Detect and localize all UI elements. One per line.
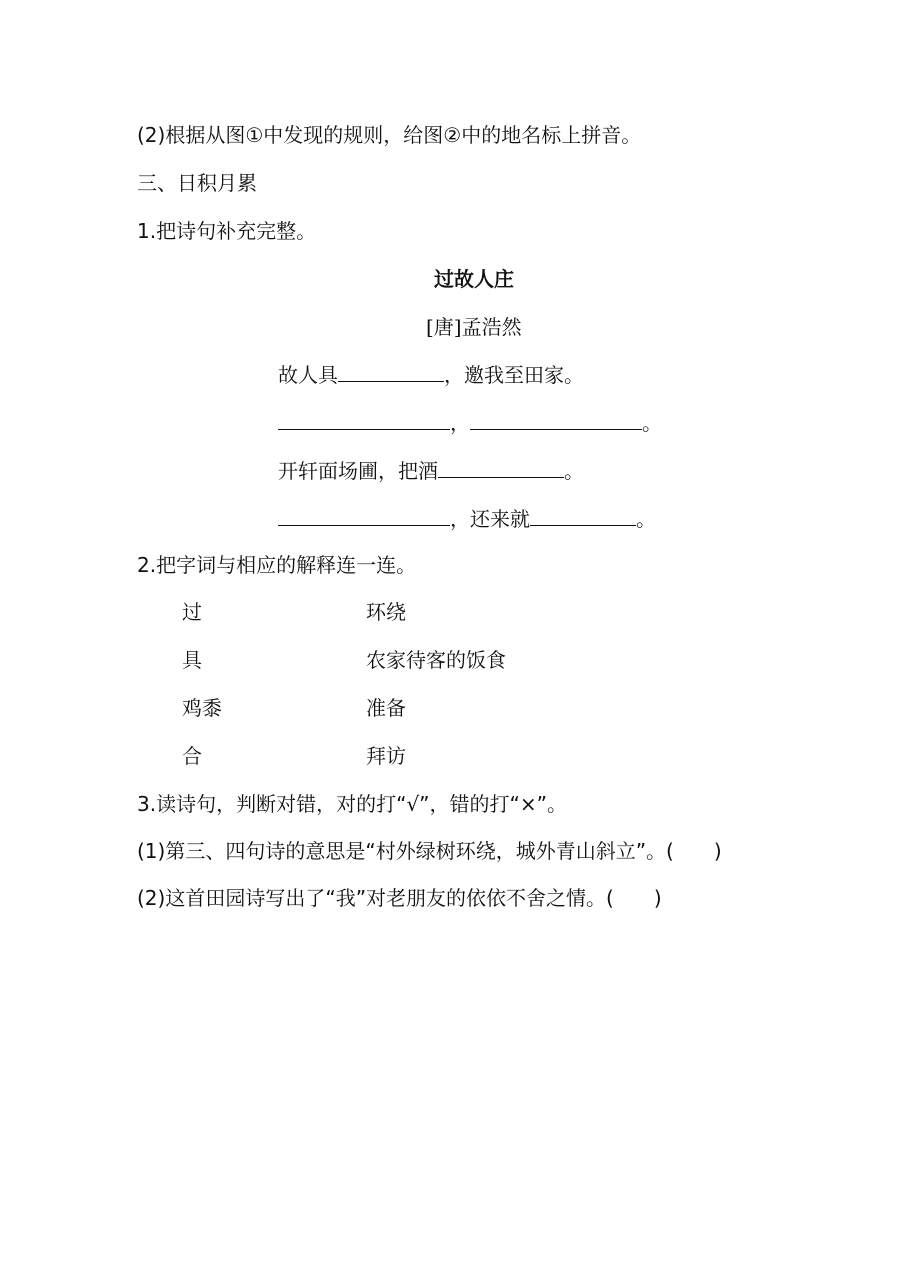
poem-line-2-end: 。	[642, 411, 662, 435]
poem-line-3-end: 。	[564, 459, 584, 483]
match-right-item[interactable]: 拜访	[366, 744, 406, 768]
match-left-item[interactable]: 鸡黍	[182, 696, 222, 720]
question-1: 1.把诗句补充完整。	[137, 219, 317, 243]
question-3: 3.读诗句，判断对错，对的打“√”，错的打“×”。	[137, 792, 568, 816]
fill-blank-4[interactable]	[438, 457, 564, 478]
poem-line-1	[278, 361, 584, 389]
question-3-1	[137, 837, 722, 865]
poem-line-1-end: ，邀我至田家。	[444, 363, 584, 387]
fill-blank-5[interactable]	[278, 505, 450, 526]
match-right-item[interactable]: 准备	[366, 696, 406, 720]
poem-line-1-start: 故人具	[278, 363, 338, 387]
section-heading: 三、日积月累	[137, 171, 257, 195]
match-right-item[interactable]: 农家待客的饭食	[366, 648, 506, 672]
match-left-item[interactable]: 具	[182, 648, 202, 672]
poem-line-3	[278, 457, 584, 485]
poem-title: 过故人庄	[434, 267, 514, 291]
fill-blank-1[interactable]	[338, 361, 444, 382]
question-3-2	[137, 884, 662, 912]
poem-line-3-start: 开轩面场圃，把酒	[278, 459, 438, 483]
fill-blank-3[interactable]	[470, 409, 642, 430]
poem-line-4-mid: ，还来就	[450, 507, 530, 531]
poem-line-4-end: 。	[636, 507, 656, 531]
match-left-item[interactable]: 合	[182, 744, 202, 768]
question-2: 2.把字词与相应的解释连一连。	[137, 553, 417, 577]
fill-blank-2[interactable]	[278, 409, 450, 430]
poem-line-2-comma: ，	[450, 411, 470, 435]
fill-blank-6[interactable]	[530, 505, 636, 526]
match-right-item[interactable]: 环绕	[366, 600, 406, 624]
poem-line-4	[278, 505, 656, 533]
question-3-2-close: )	[653, 886, 662, 910]
question-3-2-text: (2)这首田园诗写出了“我”对老朋友的依依不舍之情。(	[137, 886, 614, 910]
poem-author: [唐]孟浩然	[426, 315, 522, 339]
poem-line-2	[278, 409, 662, 437]
question-3-1-close: )	[713, 839, 722, 863]
match-left-item[interactable]: 过	[182, 600, 202, 624]
question-2-2: (2)根据从图①中发现的规则，给图②中的地名标上拼音。	[137, 123, 642, 147]
question-3-1-text: (1)第三、四句诗的意思是“村外绿树环绕，城外青山斜立”。(	[137, 839, 674, 863]
